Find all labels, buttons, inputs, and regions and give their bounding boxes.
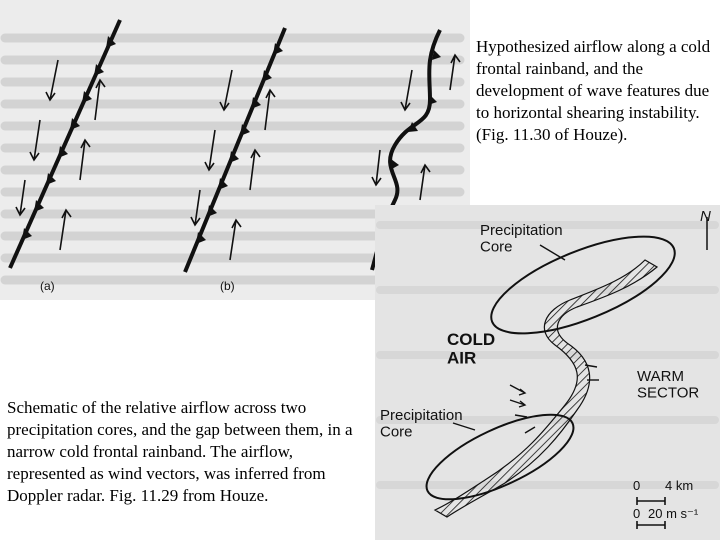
panel-b bbox=[185, 28, 285, 293]
label-line: Core bbox=[480, 238, 513, 256]
bottom-core-pointer bbox=[453, 423, 475, 430]
label-line: COLD bbox=[447, 330, 496, 349]
label-line: AIR bbox=[447, 348, 477, 368]
label-cold-air bbox=[447, 330, 495, 368]
panel-a-label: (a) bbox=[40, 279, 55, 293]
speed-scale-zero: 0 bbox=[633, 506, 641, 521]
north-label: N bbox=[700, 208, 711, 225]
label-warm-sector bbox=[637, 368, 699, 402]
label-line: SECTOR bbox=[637, 384, 700, 402]
distance-scale-label: 4 km bbox=[665, 478, 694, 493]
label-line: Core bbox=[380, 423, 413, 441]
caption-figure-11-29: Schematic of the relative airflow across two precipitation cores, and the gap between them, in a narrow cold frontal rainband. The airflow, represented as wind vectors, was inferred from Doppler radar. Fig. 11.29 from Houze. bbox=[7, 398, 353, 505]
shear-instability-svg bbox=[375, 205, 720, 540]
label-precipitation-core-bottom bbox=[380, 407, 463, 441]
frontal-band bbox=[435, 260, 657, 517]
label-line: Precipitation bbox=[480, 222, 563, 239]
top-core-pointer bbox=[540, 245, 565, 260]
label-line: Precipitation bbox=[380, 407, 463, 424]
speed-scale-label: 20 m s⁻¹ bbox=[648, 506, 699, 521]
label-line: WARM bbox=[637, 368, 684, 385]
distance-scale-zero: 0 bbox=[633, 478, 641, 493]
caption-figure-11-30: Hypothesized airflow along a cold frontal rainband, and the development of wave features due to horizontal shearing instability. (Fig. 11.30 of Houze). bbox=[476, 37, 711, 144]
panel-b-label: (b) bbox=[220, 279, 235, 293]
shear-instability-figure bbox=[375, 205, 720, 540]
